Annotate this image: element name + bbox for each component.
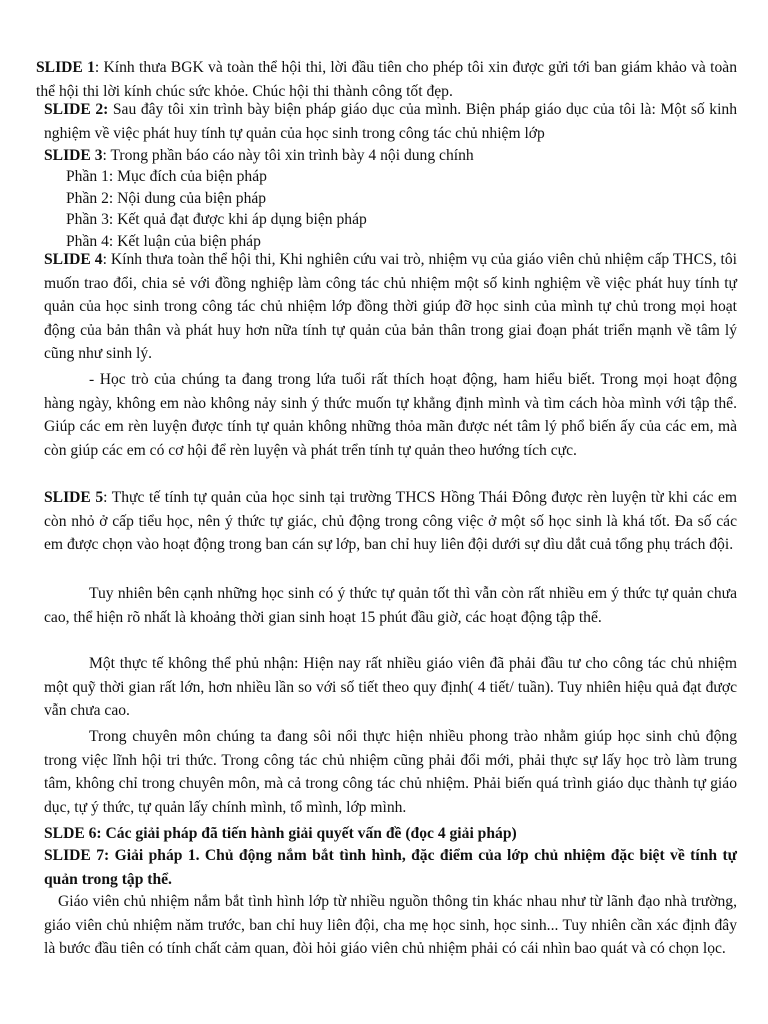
slide-3-paragraph (44, 145, 737, 167)
slide-2-text: Sau đây tôi xin trình bày biện pháp giáo dục của mình. Biện pháp giáo dục của tôi là: Một số kinh nghiệm về việc phát huy tính tự quản của học sinh trong công tác chủ nhiệm lớp (44, 101, 737, 142)
slide-3-text: : Trong phần báo cáo này tôi xin trình bày 4 nội dung chính (102, 147, 474, 164)
slide-1-text: : Kính thưa BGK và toàn thể hội thi, lời đầu tiên cho phép tôi xin được gửi tới ban giám khảo và toàn thể hội thi lời kính chúc sức khỏe. Chúc hội thi thành công tốt đẹp. (36, 59, 737, 100)
slide-5-paragraph-2: Một thực tế không thể phủ nhận: Hiện nay rất nhiều giáo viên đã phải đầu tư cho công tác chủ nhiệm một quỹ thời gian rất lớn, hơn nhiều lần so với số tiết theo quy định( 4 tiết/ tuần). Tuy nhiên hiệu quả đạt được vẫn chưa cao. (44, 655, 737, 720)
slide-4-paragraph (44, 248, 737, 366)
slide-5-paragraph-1: Tuy nhiên bên cạnh những học sinh có ý thức tự quản tốt thì vẫn còn rất nhiều em ý thức tự quản chưa cao, thể hiện rõ nhất là khoảng thời gian sinh hoạt 15 phút đầu giờ, các hoạt động tập thể. (44, 585, 737, 626)
slide-2-label: SLIDE 2: (44, 101, 109, 118)
slide-4-text: : Kính thưa toàn thể hội thi, Khi nghiên cứu vai trò, nhiệm vụ của giáo viên chủ nhiệm cấp THCS, tôi muốn trao đổi, chia sẻ với đồng nghiệp làm công tác chủ nhiệm một số kinh nghiệm về việc phát huy tính tự quản của học sinh trong công tác chủ nhiệm lớp đồng thời giúp đỡ học sinh của mình tự chủ trong mọi hoạt động của bản thân và phát huy hơn nữa tính tự quản của bản thân trong giai đoạn phát triển mạnh về tâm lý cũng như sinh lý. (44, 251, 738, 363)
part-item: Phần 4: Kết luận của biện pháp (66, 232, 261, 250)
slide-5-paragraph-3: Trong chuyên môn chúng ta đang sôi nổi thực hiện nhiều phong trào nhằm giúp học sinh chủ động trong việc lĩnh hội tri thức. Trong công tác chủ nhiệm cũng phải đổi mới, phải thực sự lấy học trò làm trung tâm, không chỉ trong chuyên môn, mà cả trong công tác chủ nhiệm. Phải biến quá trình giáo dục thành tự giáo dục, tự ý thức, tự quản lấy chính mình, tổ mình, lớp mình. (44, 728, 737, 816)
slide-3-label: SLIDE 3 (44, 147, 103, 164)
part-item: Phần 1: Mục đích của biện pháp (66, 168, 267, 185)
slide-7-paragraph: Giáo viên chủ nhiệm nắm bắt tình hình lớp từ nhiều nguồn thông tin khác nhau như từ lãnh đạo nhà trường, giáo viên chủ nhiệm năm trước, ban chỉ huy liên đội, cha mẹ học sinh, học sinh... Tuy nhiên cần xác định đây là bước đầu tiên có tính chất cảm quan, đòi hỏi giáo viên chủ nhiệm phải có cái nhìn bao quát và có chọn lọc. (44, 893, 737, 958)
slide-6-heading: SLDE 6: Các giải pháp đã tiến hành giải quyết vấn đề (đọc 4 giải pháp) (44, 825, 517, 842)
slide-7-heading: SLIDE 7: Giải pháp 1. Chủ động nắm bắt tình hình, đặc điểm của lớp chủ nhiệm đặc biệt về tính tự quản trong tập thể. (44, 847, 737, 888)
slide-5-text: : Thực tế tính tự quản của học sinh tại trường THCS Hồng Thái Đông được rèn luyện từ khi các em còn nhỏ ở cấp tiểu học, nên ý thức tự giác, chủ động trong công việc ở một số học sinh là khá tốt. Đa số các em được chọn vào hoạt động trong ban cán sự lớp, ban chỉ huy liên đội dưới sự dìu dắt cuả tổng phụ trách đội. (44, 489, 737, 554)
slide-1-label: SLIDE 1 (36, 59, 95, 76)
slide-5-label: SLIDE 5 (44, 489, 104, 506)
slide-5-paragraph (44, 486, 737, 557)
slide-1-paragraph (36, 56, 737, 103)
slide-4-label: SLIDE 4 (44, 251, 103, 268)
slide-4-body-paragraph: - Học trò của chúng ta đang trong lứa tuổi rất thích hoạt động, ham hiểu biết. Trong mọi hoạt động hàng ngày, không em nào không nảy sinh ý thức muốn tự khẳng định mình và tìm cách hòa mình với tập thể. Giúp các em rèn luyện được tính tự quản không những thỏa mãn được nét tâm lý phổ biến ấy của các em, mà còn giúp các em có cơ hội để rèn luyện và phát trển tính tự quản theo hướng tích cực. (44, 371, 737, 459)
slide-3-parts-list (66, 166, 726, 252)
part-item: Phần 2: Nội dung của biện pháp (66, 189, 267, 207)
slide-2-paragraph (44, 98, 737, 145)
part-item: Phần 3: Kết quả đạt được khi áp dụng biện pháp (66, 211, 367, 229)
